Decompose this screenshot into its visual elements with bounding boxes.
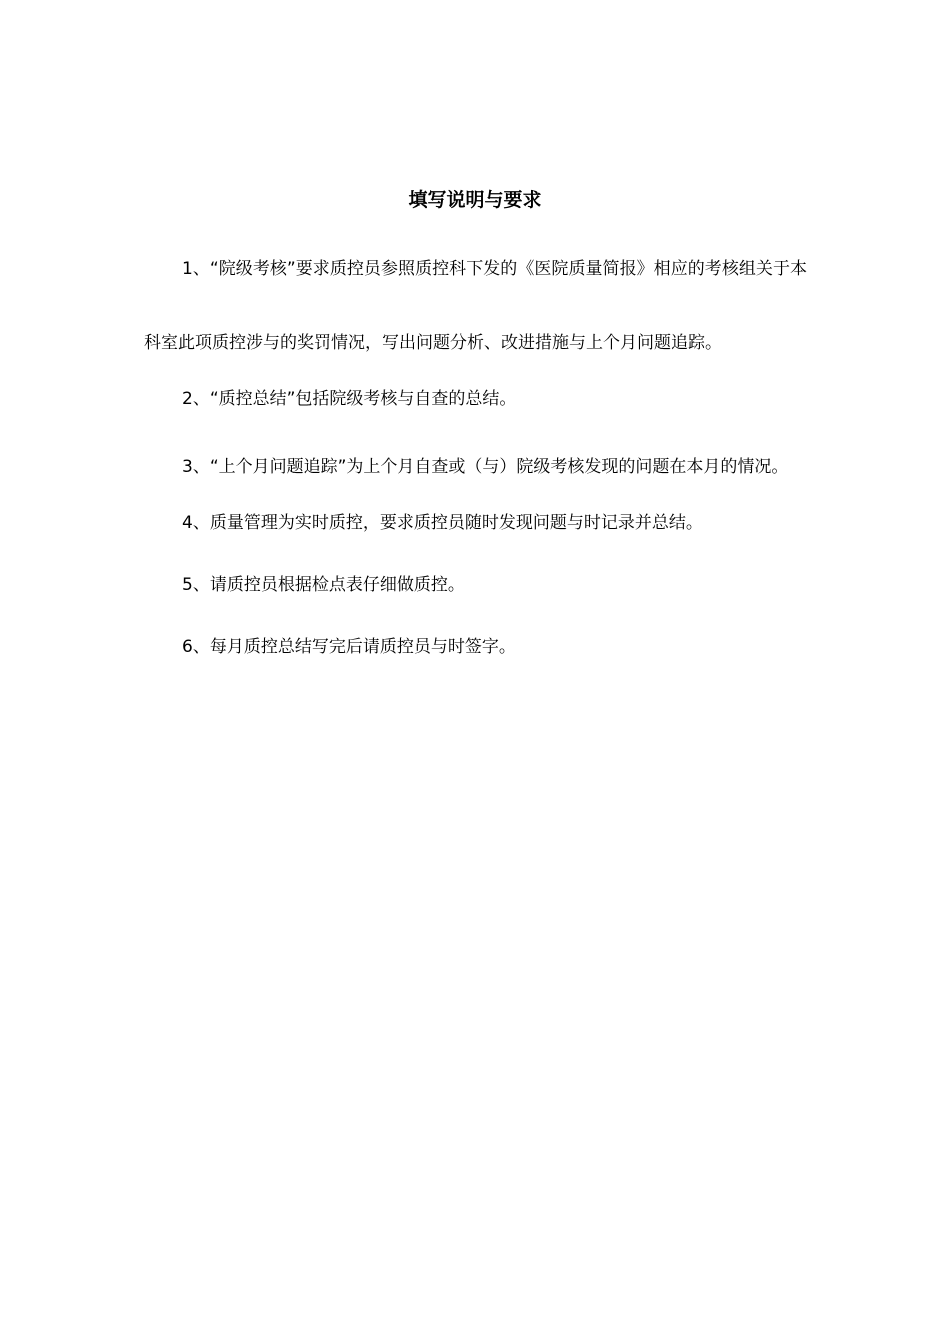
document-title: 填写说明与要求	[408, 189, 542, 211]
instruction-item-1: 1、“院级考核”要求质控员参照质控科下发的《医院质量简报》相应的考核组关于本科室此项质控涉与的奖罚情况，写出问题分析、改进措施与上个月问题追踪。	[144, 259, 807, 353]
instruction-item-4: 4、质量管理为实时质控，要求质控员随时发现问题与时记录并总结。	[182, 513, 703, 533]
instruction-item-3: 3、“上个月问题追踪”为上个月自查或（与）院级考核发现的问题在本月的情况。	[182, 457, 789, 477]
instruction-item-6: 6、每月质控总结写完后请质控员与时签字。	[182, 637, 516, 657]
instruction-item-5: 5、请质控员根据检点表仔细做质控。	[182, 575, 465, 595]
instructions-list	[144, 232, 807, 678]
instruction-item-2: 2、“质控总结”包括院级考核与自查的总结。	[182, 389, 517, 409]
